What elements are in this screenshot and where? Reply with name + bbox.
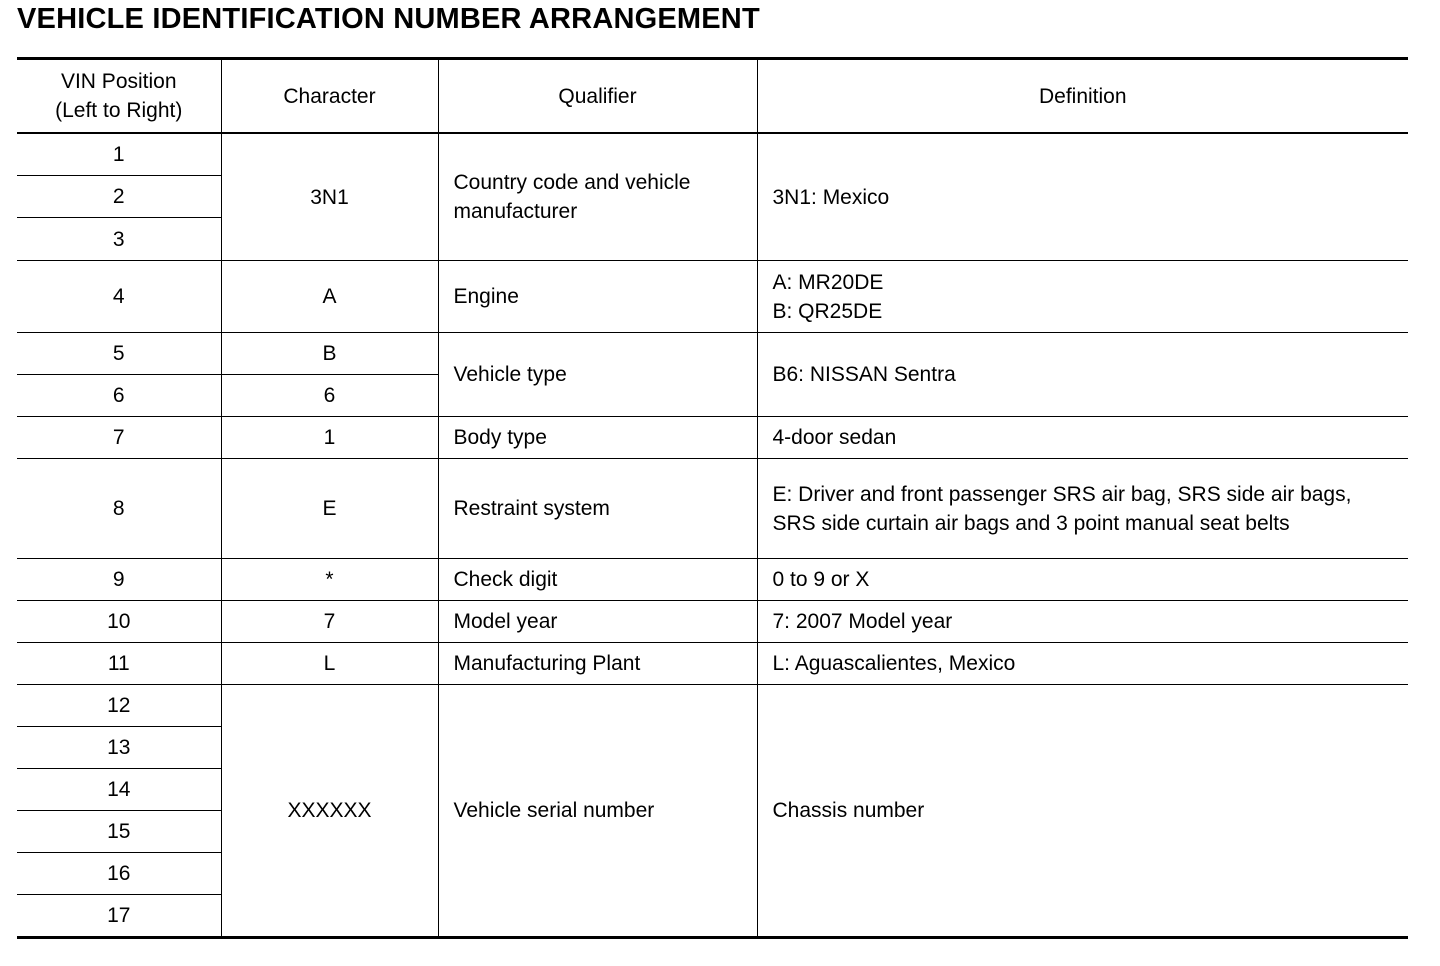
header-definition: Definition	[757, 59, 1408, 134]
table-row	[17, 333, 1408, 375]
qualifier-value: Manufacturing Plant	[438, 643, 757, 685]
header-character: Character	[221, 59, 438, 134]
qualifier-value: Restraint system	[438, 459, 757, 559]
character-value: XXXXXX	[221, 685, 438, 938]
definition-value: 7: 2007 Model year	[757, 601, 1408, 643]
definition-value: Chassis number	[757, 685, 1408, 938]
character-value: L	[221, 643, 438, 685]
table-row	[17, 601, 1408, 643]
character-value: 6	[221, 375, 438, 417]
character-value: 1	[221, 417, 438, 459]
vin-position: 2	[17, 176, 221, 218]
vin-position: 16	[17, 853, 221, 895]
definition-value: B6: NISSAN Sentra	[757, 333, 1408, 417]
table-row	[17, 559, 1408, 601]
vin-position: 1	[17, 133, 221, 176]
vin-position: 13	[17, 727, 221, 769]
qualifier-value: Vehicle serial number	[438, 685, 757, 938]
vin-position: 6	[17, 375, 221, 417]
table-row	[17, 133, 1408, 176]
vin-position: 12	[17, 685, 221, 727]
definition-value: 4-door sedan	[757, 417, 1408, 459]
header-row	[17, 59, 1408, 134]
page-title: VEHICLE IDENTIFICATION NUMBER ARRANGEMENT	[17, 3, 760, 35]
character-value: A	[221, 261, 438, 333]
qualifier-value: Model year	[438, 601, 757, 643]
definition-value: 3N1: Mexico	[757, 133, 1408, 261]
definition-value: E: Driver and front passenger SRS air bag, SRS side air bags, SRS side curtain air bags and 3 point manual seat belts	[757, 459, 1408, 559]
table-row	[17, 643, 1408, 685]
header-vin-position: VIN Position (Left to Right)	[17, 59, 221, 134]
qualifier-value: Vehicle type	[438, 333, 757, 417]
definition-value: 0 to 9 or X	[757, 559, 1408, 601]
qualifier-value: Body type	[438, 417, 757, 459]
table-row	[17, 417, 1408, 459]
vin-position: 4	[17, 261, 221, 333]
character-value: E	[221, 459, 438, 559]
table-row	[17, 261, 1408, 333]
vin-position: 15	[17, 811, 221, 853]
vin-position: 5	[17, 333, 221, 375]
table-row	[17, 685, 1408, 727]
qualifier-value: Engine	[438, 261, 757, 333]
character-value: 3N1	[221, 133, 438, 261]
qualifier-value: Country code and vehicle manufacturer	[438, 133, 757, 261]
vin-position: 9	[17, 559, 221, 601]
table-row	[17, 459, 1408, 559]
header-qualifier: Qualifier	[438, 59, 757, 134]
vin-position: 11	[17, 643, 221, 685]
vin-position: 14	[17, 769, 221, 811]
vin-position: 10	[17, 601, 221, 643]
definition-value: L: Aguascalientes, Mexico	[757, 643, 1408, 685]
qualifier-value: Check digit	[438, 559, 757, 601]
vin-position: 3	[17, 218, 221, 261]
vin-position: 17	[17, 895, 221, 938]
vin-position: 7	[17, 417, 221, 459]
definition-value: A: MR20DE B: QR25DE	[757, 261, 1408, 333]
character-value: *	[221, 559, 438, 601]
character-value: B	[221, 333, 438, 375]
character-value: 7	[221, 601, 438, 643]
vin-arrangement-table	[17, 57, 1408, 939]
vin-position: 8	[17, 459, 221, 559]
